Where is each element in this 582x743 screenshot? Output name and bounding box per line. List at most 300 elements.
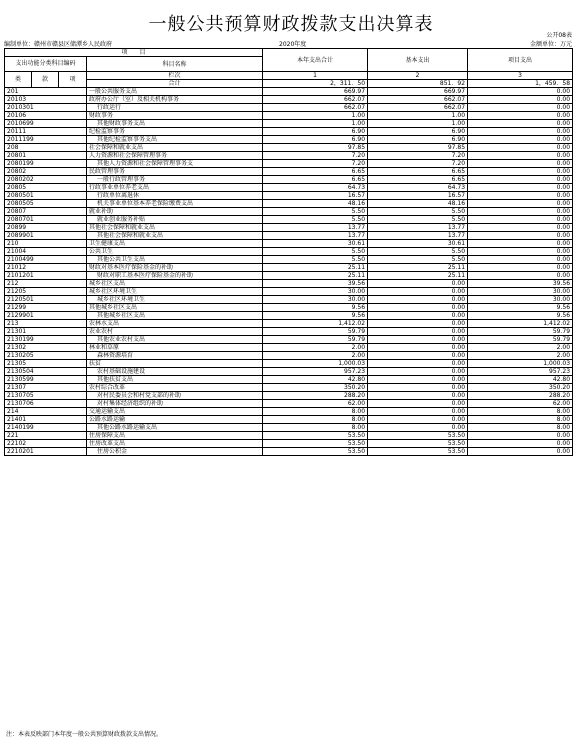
row-name: 城乡社区环境卫生: [87, 288, 263, 296]
row-total: 6.90: [263, 128, 368, 136]
row-project: 0.00: [468, 208, 573, 216]
row-basic: 0.00: [368, 296, 468, 304]
row-name: 其他扶贫支出: [87, 376, 263, 384]
row-name: 公共卫生: [87, 248, 263, 256]
row-basic: 25.11: [368, 264, 468, 272]
sum-basic: 851．92: [368, 80, 468, 88]
row-basic: 7.20: [368, 152, 468, 160]
row-total: 5.50: [263, 256, 368, 264]
table-row: [5, 304, 573, 312]
row-total: 30.00: [263, 296, 368, 304]
row-project: 0.00: [468, 432, 573, 440]
sum-row: [5, 80, 573, 88]
row-basic: 0.00: [368, 328, 468, 336]
row-code: 2130599: [5, 376, 87, 384]
row-name: 扶贫: [87, 360, 263, 368]
row-code: 2011199: [5, 136, 87, 144]
row-basic: 0.00: [368, 368, 468, 376]
table-row: [5, 352, 573, 360]
table-row: [5, 256, 573, 264]
row-code: 22102: [5, 440, 87, 448]
func-code-header: 支出功能分类科目编码: [5, 57, 87, 72]
col-1: 1: [263, 72, 368, 80]
report-year: 2020年度: [279, 41, 307, 48]
table-row: [5, 360, 573, 368]
table-row: [5, 248, 573, 256]
row-project: 0.00: [468, 264, 573, 272]
table-row: [5, 384, 573, 392]
row-project: 350.20: [468, 384, 573, 392]
row-total: 6.65: [263, 176, 368, 184]
table-body: [5, 49, 573, 456]
row-total: 30.61: [263, 240, 368, 248]
row-code: 2120501: [5, 296, 87, 304]
table-row: [5, 112, 573, 120]
row-basic: 0.00: [368, 344, 468, 352]
row-project: 0.00: [468, 112, 573, 120]
row-name: 对村民委员会和村党支部的补助: [87, 392, 263, 400]
row-name: 林业和草原: [87, 344, 263, 352]
row-basic: 5.50: [368, 256, 468, 264]
row-total: 16.57: [263, 192, 368, 200]
table-row: [5, 136, 573, 144]
row-project: 0.00: [468, 168, 573, 176]
row-name: 就业创业服务补贴: [87, 216, 263, 224]
row-total: 97.85: [263, 144, 368, 152]
row-total: 30.00: [263, 288, 368, 296]
table-row: [5, 160, 573, 168]
row-basic: 0.00: [368, 352, 468, 360]
header-row: [5, 49, 573, 57]
row-name: 行政单位离退休: [87, 192, 263, 200]
table-row: [5, 184, 573, 192]
row-code: 21012: [5, 264, 87, 272]
row-code: 21299: [5, 304, 87, 312]
row-basic: 0.00: [368, 312, 468, 320]
row-name: 社会保障和就业支出: [87, 144, 263, 152]
row-total: 1,000.03: [263, 360, 368, 368]
row-basic: 669.97: [368, 88, 468, 96]
row-code: 20103: [5, 96, 87, 104]
row-basic: 53.50: [368, 432, 468, 440]
row-basic: 0.00: [368, 392, 468, 400]
form-code: 公开08表: [546, 32, 572, 39]
row-project: 59.79: [468, 336, 573, 344]
row-project: 957.23: [468, 368, 573, 376]
row-project: 0.00: [468, 440, 573, 448]
row-total: 288.20: [263, 392, 368, 400]
row-name: 农林水支出: [87, 320, 263, 328]
row-name: 农业农村: [87, 328, 263, 336]
row-total: 8.00: [263, 424, 368, 432]
row-basic: 662.07: [368, 104, 468, 112]
table-row: [5, 176, 573, 184]
row-project: 0.00: [468, 184, 573, 192]
row-project: 59.79: [468, 328, 573, 336]
row-basic: 6.90: [368, 128, 468, 136]
row-basic: 1.00: [368, 112, 468, 120]
row-name: 其他社会保障和就业支出: [87, 232, 263, 240]
row-name: 住房公积金: [87, 448, 263, 456]
row-total: 59.79: [263, 328, 368, 336]
row-code: 21205: [5, 288, 87, 296]
header-row: [5, 72, 573, 80]
row-total: 25.11: [263, 264, 368, 272]
row-code: 21401: [5, 416, 87, 424]
row-name: 公路水路运输: [87, 416, 263, 424]
row-basic: 0.00: [368, 424, 468, 432]
row-total: 1,412.02: [263, 320, 368, 328]
row-code: 2130705: [5, 392, 87, 400]
row-name: 交通运输支出: [87, 408, 263, 416]
row-name: 财政对基本医疗保险基金的补助: [87, 264, 263, 272]
table-row: [5, 328, 573, 336]
row-total: 5.50: [263, 248, 368, 256]
row-name: 行政运行: [87, 104, 263, 112]
item-header: 项 目: [5, 49, 263, 57]
row-code: 2080501: [5, 192, 87, 200]
row-total: 53.50: [263, 448, 368, 456]
table-row: [5, 344, 573, 352]
subject-header: 科目名称: [87, 57, 263, 72]
row-project: 8.00: [468, 408, 573, 416]
row-basic: 16.57: [368, 192, 468, 200]
row-code: 20899: [5, 224, 87, 232]
table-row: [5, 104, 573, 112]
row-code: 2130199: [5, 336, 87, 344]
row-basic: 0.00: [368, 336, 468, 344]
row-code: 2130205: [5, 352, 87, 360]
table-row: [5, 288, 573, 296]
row-code: 2080505: [5, 200, 87, 208]
row-project: 0.00: [468, 448, 573, 456]
row-project: 288.20: [468, 392, 573, 400]
row-total: 1.00: [263, 120, 368, 128]
table-row: [5, 280, 573, 288]
row-name: 住房保障支出: [87, 432, 263, 440]
row-name: 城乡社区支出: [87, 280, 263, 288]
row-total: 42.80: [263, 376, 368, 384]
row-name: 住房改革支出: [87, 440, 263, 448]
row-code: 20106: [5, 112, 87, 120]
row-total: 1.00: [263, 112, 368, 120]
row-project: 0.00: [468, 88, 573, 96]
row-total: 662.07: [263, 96, 368, 104]
row-code: 2010301: [5, 104, 87, 112]
row-name: 卫生健康支出: [87, 240, 263, 248]
row-code: 21305: [5, 360, 87, 368]
row-basic: 5.50: [368, 216, 468, 224]
row-total: 53.50: [263, 432, 368, 440]
row-total: 8.00: [263, 416, 368, 424]
row-name: 人力资源和社会保障管理事务: [87, 152, 263, 160]
table-row: [5, 272, 573, 280]
row-project: 0.00: [468, 192, 573, 200]
row-project: 39.56: [468, 280, 573, 288]
row-code: 2140199: [5, 424, 87, 432]
row-name: 财政事务: [87, 112, 263, 120]
total-header: 本年支出合计: [263, 49, 368, 72]
row-basic: 25.11: [368, 272, 468, 280]
row-total: 8.00: [263, 408, 368, 416]
table-row: [5, 168, 573, 176]
row-project: 0.00: [468, 144, 573, 152]
row-project: 9.56: [468, 312, 573, 320]
row-basic: 97.85: [368, 144, 468, 152]
row-name: 一般公共服务支出: [87, 88, 263, 96]
row-name: 城乡社区环境卫生: [87, 296, 263, 304]
row-project: 0.00: [468, 104, 573, 112]
row-name: 对村集体经济组织的补助: [87, 400, 263, 408]
row-total: 669.97: [263, 88, 368, 96]
row-total: 59.79: [263, 336, 368, 344]
row-project: 1,000.03: [468, 360, 573, 368]
table-row: [5, 416, 573, 424]
row-name: 政府办公厅（室）及相关机构事务: [87, 96, 263, 104]
row-name: 其他人力资源和社会保障管理事务支: [87, 160, 263, 168]
row-total: 39.56: [263, 280, 368, 288]
row-project: 0.00: [468, 216, 573, 224]
row-name: 其他公共卫生支出: [87, 256, 263, 264]
row-name: 行政事业单位养老支出: [87, 184, 263, 192]
sum-project: 1，459．58: [468, 80, 573, 88]
row-code: 21301: [5, 328, 87, 336]
sum-label: 合计: [87, 80, 263, 88]
row-code: 2080701: [5, 216, 87, 224]
row-basic: 0.00: [368, 384, 468, 392]
table-row: [5, 224, 573, 232]
row-code: 2010699: [5, 120, 87, 128]
table-row: [5, 88, 573, 96]
table-row: [5, 232, 573, 240]
row-code: 20801: [5, 152, 87, 160]
row-total: 2.00: [263, 344, 368, 352]
row-total: 5.50: [263, 216, 368, 224]
table-row: [5, 312, 573, 320]
table-row: [5, 400, 573, 408]
col-label: 栏次: [87, 72, 263, 80]
row-total: 7.20: [263, 160, 368, 168]
table-row: [5, 264, 573, 272]
table-row: [5, 120, 573, 128]
row-project: 30.00: [468, 288, 573, 296]
table-row: [5, 240, 573, 248]
row-total: 48.16: [263, 200, 368, 208]
row-name: 其他纪检监察事务支出: [87, 136, 263, 144]
row-project: 8.00: [468, 416, 573, 424]
row-name: 其他社会保障和就业支出: [87, 224, 263, 232]
expenditure-table: [4, 48, 573, 456]
row-code: 2130504: [5, 368, 87, 376]
row-code: 213: [5, 320, 87, 328]
row-code: 20802: [5, 168, 87, 176]
table-row: [5, 424, 573, 432]
row-code: 212: [5, 280, 87, 288]
row-project: 9.56: [468, 304, 573, 312]
row-name: 财政对职工基本医疗保险基金的补助: [87, 272, 263, 280]
row-name: 民政管理事务: [87, 168, 263, 176]
table-row: [5, 96, 573, 104]
row-name: 其他城乡社区支出: [87, 304, 263, 312]
row-project: 2.00: [468, 352, 573, 360]
row-basic: 662.07: [368, 96, 468, 104]
row-basic: 53.50: [368, 448, 468, 456]
row-code: 2130706: [5, 400, 87, 408]
row-total: 662.07: [263, 104, 368, 112]
row-project: 1,412.02: [468, 320, 573, 328]
basic-header: 基本支出: [368, 49, 468, 72]
row-name: 其他城乡社区支出: [87, 312, 263, 320]
row-project: 0.00: [468, 248, 573, 256]
row-total: 2.00: [263, 352, 368, 360]
footnote: 注：本表反映部门本年度一般公共预算财政拨款支出情况。: [6, 731, 163, 738]
row-basic: 0.00: [368, 320, 468, 328]
row-total: 7.20: [263, 152, 368, 160]
row-code: 20805: [5, 184, 87, 192]
table-row: [5, 200, 573, 208]
row-project: 0.00: [468, 160, 573, 168]
row-project: 0.00: [468, 256, 573, 264]
compiling-unit: 编制单位：赣州市赣县区储潭乡人民政府: [4, 41, 113, 48]
row-basic: 0.00: [368, 400, 468, 408]
row-name: 森林资源培育: [87, 352, 263, 360]
row-code: 208: [5, 144, 87, 152]
row-code: 21302: [5, 344, 87, 352]
row-code: 2129901: [5, 312, 87, 320]
row-project: 30.00: [468, 296, 573, 304]
row-project: 0.00: [468, 120, 573, 128]
table-row: [5, 152, 573, 160]
table-row: [5, 376, 573, 384]
row-project: 0.00: [468, 224, 573, 232]
row-code: 201: [5, 88, 87, 96]
table-row: [5, 296, 573, 304]
row-code: 2101201: [5, 272, 87, 280]
row-code: 20807: [5, 208, 87, 216]
row-code: 2080199: [5, 160, 87, 168]
row-project: 0.00: [468, 200, 573, 208]
row-code: 2210201: [5, 448, 87, 456]
page-title: 一般公共预算财政拨款支出决算表: [148, 14, 434, 35]
row-project: 0.00: [468, 232, 573, 240]
table-row: [5, 192, 573, 200]
row-total: 350.20: [263, 384, 368, 392]
row-basic: 7.20: [368, 160, 468, 168]
project-header: 项目支出: [468, 49, 573, 72]
table-row: [5, 432, 573, 440]
row-name: 其他公路水路运输支出: [87, 424, 263, 432]
row-project: 0.00: [468, 240, 573, 248]
row-name: 机关事业单位基本养老保险缴费支出: [87, 200, 263, 208]
row-name: 其他农业农村支出: [87, 336, 263, 344]
row-project: 0.00: [468, 128, 573, 136]
row-name: 纪检监察事务: [87, 128, 263, 136]
row-project: 0.00: [468, 96, 573, 104]
row-total: 64.73: [263, 184, 368, 192]
row-basic: 5.50: [368, 248, 468, 256]
row-code: 21307: [5, 384, 87, 392]
lei-header: 类: [5, 72, 32, 88]
row-name: 一般行政管理事务: [87, 176, 263, 184]
row-total: 6.65: [263, 168, 368, 176]
col-3: 3: [468, 72, 573, 80]
row-basic: 0.00: [368, 304, 468, 312]
row-project: 42.80: [468, 376, 573, 384]
row-basic: 6.90: [368, 136, 468, 144]
row-code: 2080202: [5, 176, 87, 184]
table-row: [5, 368, 573, 376]
row-basic: 5.50: [368, 208, 468, 216]
col-2: 2: [368, 72, 468, 80]
row-basic: 0.00: [368, 376, 468, 384]
row-project: 8.00: [468, 424, 573, 432]
row-basic: 48.16: [368, 200, 468, 208]
row-project: 0.00: [468, 272, 573, 280]
xiang-header: 项: [59, 72, 87, 88]
row-code: 221: [5, 432, 87, 440]
table-row: [5, 336, 573, 344]
row-project: 0.00: [468, 136, 573, 144]
row-code: 2100499: [5, 256, 87, 264]
sum-total: 2，311．50: [263, 80, 368, 88]
table-row: [5, 408, 573, 416]
row-total: 25.11: [263, 272, 368, 280]
table-row: [5, 448, 573, 456]
table-row: [5, 128, 573, 136]
row-name: 其他财政事务支出: [87, 120, 263, 128]
row-code: 2089901: [5, 232, 87, 240]
table-row: [5, 144, 573, 152]
table-row: [5, 440, 573, 448]
row-basic: 0.00: [368, 416, 468, 424]
row-basic: 6.65: [368, 176, 468, 184]
row-code: 21004: [5, 248, 87, 256]
row-basic: 0.00: [368, 408, 468, 416]
row-basic: 53.50: [368, 440, 468, 448]
row-name: 就业补助: [87, 208, 263, 216]
table-row: [5, 208, 573, 216]
row-total: 957.23: [263, 368, 368, 376]
amount-unit: 金额单位：万元: [529, 41, 572, 48]
row-basic: 30.61: [368, 240, 468, 248]
row-project: 62.00: [468, 400, 573, 408]
row-basic: 1.00: [368, 120, 468, 128]
row-total: 62.00: [263, 400, 368, 408]
row-code: 214: [5, 408, 87, 416]
report-meta: [4, 39, 572, 47]
row-basic: 0.00: [368, 280, 468, 288]
row-total: 13.77: [263, 232, 368, 240]
table-row: [5, 320, 573, 328]
row-total: 9.56: [263, 304, 368, 312]
row-total: 6.90: [263, 136, 368, 144]
row-basic: 13.77: [368, 232, 468, 240]
table-row: [5, 216, 573, 224]
row-basic: 13.77: [368, 224, 468, 232]
row-name: 农村基础设施建设: [87, 368, 263, 376]
row-project: 2.00: [468, 344, 573, 352]
row-total: 9.56: [263, 312, 368, 320]
kuan-header: 款: [32, 72, 59, 88]
row-code: 20111: [5, 128, 87, 136]
table-row: [5, 392, 573, 400]
row-total: 5.50: [263, 208, 368, 216]
row-project: 0.00: [468, 152, 573, 160]
row-total: 13.77: [263, 224, 368, 232]
row-total: 53.50: [263, 440, 368, 448]
row-basic: 6.65: [368, 168, 468, 176]
row-basic: 64.73: [368, 184, 468, 192]
